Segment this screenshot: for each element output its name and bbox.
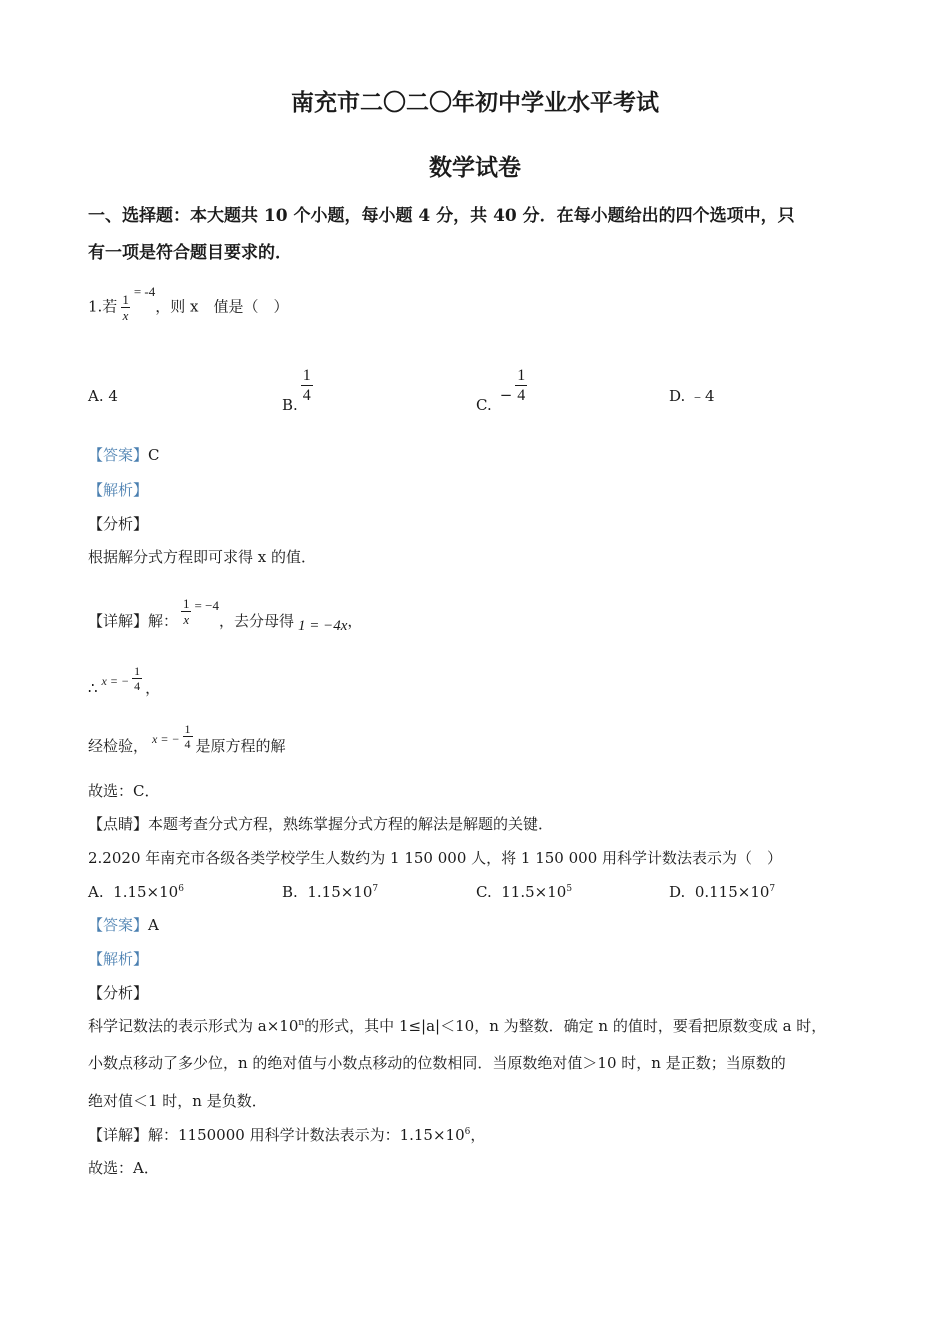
- q2-fenxi-line3: 绝对值＜1 时，n 是负数．: [88, 1092, 267, 1110]
- page-title: 南充市二〇二〇年初中学业水平考试: [291, 89, 659, 116]
- q2-fenxi-tag: 【分析】: [88, 984, 149, 1002]
- q1-option-c: C.− $\frac{1}{4}$: [476, 367, 526, 414]
- q2-fenxi-line2: 小数点移动了多少位，n 的绝对值与小数点移动的位数相同．当原数绝对值＞10 时，n 是正数；当原数的: [88, 1054, 786, 1072]
- q1-fraction: $\frac{1}{x}$: [122, 292, 129, 323]
- q1-fenxi-text: 根据解分式方程即可求得 x 的值．: [88, 548, 316, 566]
- q2-option-a: A. $1.15\times 10^6$: [88, 883, 184, 901]
- q2-answer: 【答案】A: [88, 916, 159, 934]
- section-heading-line2: 有一项是符合题目要求的．: [88, 243, 292, 263]
- q2-choose: 故选：A．: [88, 1159, 159, 1177]
- q2-detail: 【详解】解：1150000 用科学计数法表示为：$1.15\times 10^6$，: [88, 1126, 486, 1144]
- q1-question: 1.若 $\frac{1}{x}$ = -4，则 x 值是（ ）: [88, 283, 289, 323]
- q1-comment: 【点睛】本题考查分式方程，熟练掌握分式方程的解法是解题的关键．: [88, 815, 554, 833]
- q2-option-d: D. $0.115\times 10^7$: [669, 883, 776, 901]
- q2-option-c: C. $11.5\times 10^5$: [476, 883, 573, 901]
- q1-fenxi-tag: 【分析】: [88, 515, 149, 533]
- q1-check: 经检验， x = − $\frac{1}{4}$ 是原方程的解: [88, 722, 286, 755]
- q1-therefore: ∴ x = − $\frac{1}{4}$ ，: [88, 664, 161, 697]
- q1-choose: 故选：C．: [88, 782, 160, 800]
- q2-question: 2.2020 年南充市各级各类学校学生人数约为 1 150 000 人，将 1 150 000 用科学计数法表示为（ ）: [88, 849, 783, 867]
- q1-option-b: B. $\frac{1}{4}$: [282, 367, 311, 414]
- q2-analysis-tag: 【解析】: [88, 950, 149, 968]
- q1-detail: 【详解】解： $\frac{1}{x}$ = −4，去分母得 1 = −4x，: [88, 596, 363, 634]
- q1-option-a: A. 4: [88, 387, 118, 405]
- q2-fenxi-line1: 科学记数法的表示形式为 $a\times 10^n$的形式，其中 1≤|a|＜10，n 为整数．确定 n 的值时，要看把原数变成 a 时，: [88, 1017, 827, 1035]
- page-subtitle: 数学试卷: [429, 154, 521, 181]
- q1-answer: 【答案】C: [88, 446, 160, 464]
- q1-option-d: D. ﹣4: [669, 387, 715, 405]
- q1-analysis-tag: 【解析】: [88, 481, 149, 499]
- q2-option-b: B. $1.15\times 10^7$: [282, 883, 379, 901]
- section-heading-line1: 一、选择题：本大题共 10 个小题，每小题 4 分，共 40 分．在每小题给出的四个选项中，只: [88, 206, 795, 226]
